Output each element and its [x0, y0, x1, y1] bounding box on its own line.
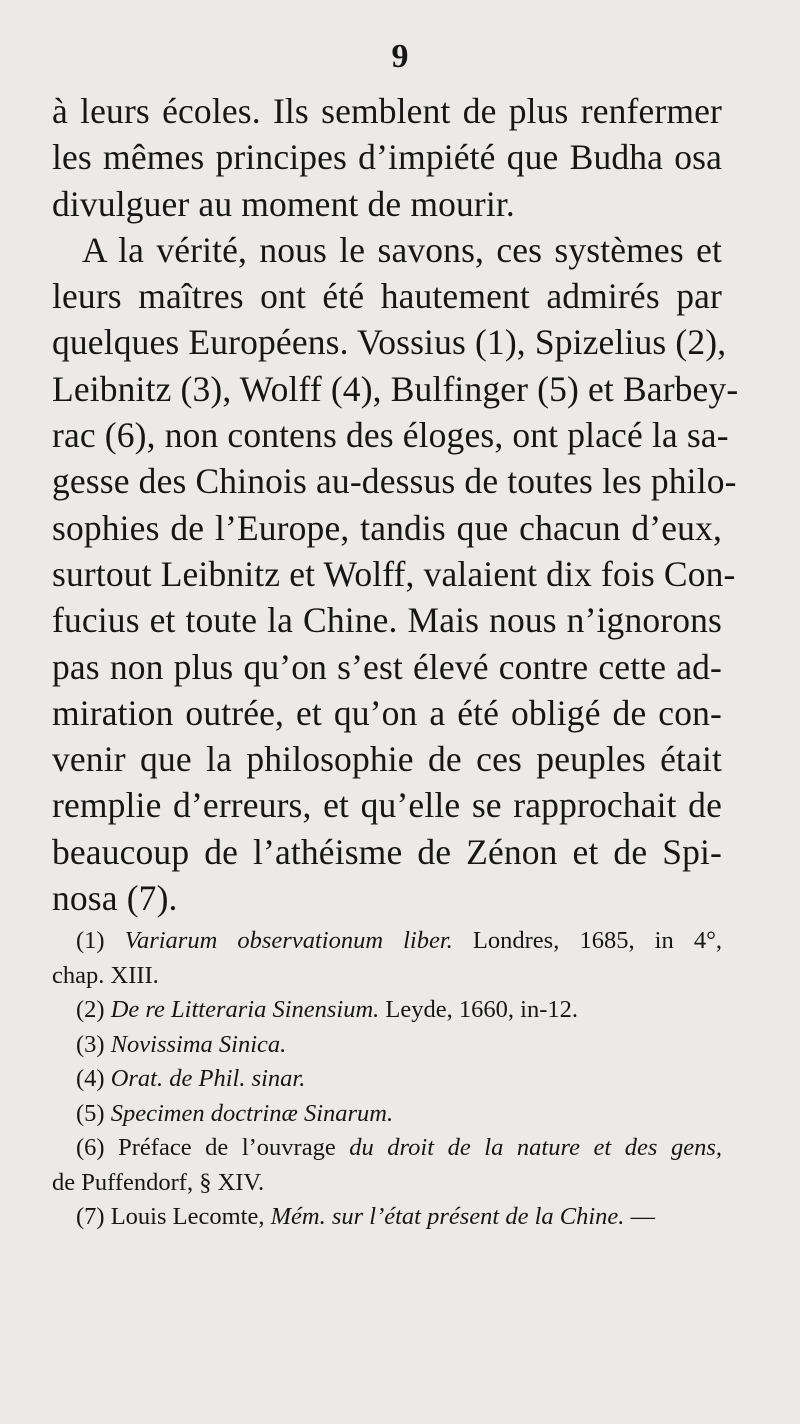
footnote-2 [52, 993, 722, 1028]
text-line: leurs maîtres ont été hautement admirés par [52, 276, 722, 317]
footnote-number: (4) [76, 1065, 105, 1092]
text-line: divulguer au moment de mourir. [52, 183, 515, 224]
footnote-number: (7) [76, 1203, 105, 1230]
footnote-1 [52, 924, 722, 959]
text-line: les mêmes principes d’impiété que Budha osa [52, 137, 722, 178]
footnotes [52, 924, 722, 1235]
footnote-1-continuation: chap. XIII. [52, 961, 159, 989]
footnote-text: Louis Lecomte, [110, 1203, 271, 1230]
footnote-title: Variarum observationum liber. [124, 927, 453, 954]
text-line: quelques Européens. Vossius (1), Spizelius (2), [52, 322, 727, 363]
footnote-6-continuation: de Puffendorf, § XIV. [52, 1168, 265, 1196]
text-line: Leibnitz (3), Wolff (4), Bulfinger (5) et Barbey- [52, 368, 739, 409]
footnote-number: (2) [76, 996, 105, 1023]
text-line: surtout Leibnitz et Wolff, valaient dix fois Con- [52, 553, 736, 594]
text-line: pas non plus qu’on s’est élevé contre cette ad- [52, 646, 722, 687]
footnote-5 [52, 1097, 722, 1132]
footnote-title: Mém. sur l’état présent de la Chine. [270, 1203, 625, 1230]
footnote-text: Préface de l’ouvrage [118, 1134, 350, 1161]
footnote-text: — [624, 1203, 656, 1230]
text-line: remplie d’erreurs, et qu’elle se rapprochait de [52, 785, 722, 826]
footnote-title: Specimen doctrinæ Sinarum. [110, 1099, 394, 1127]
footnote-number: (3) [76, 1030, 105, 1058]
footnote-number: (5) [76, 1099, 105, 1127]
text-line: rac (6), non contens des éloges, ont placé la sa- [52, 415, 729, 456]
text-line: A la vérité, nous le savons, ces systèmes et [82, 229, 722, 270]
footnote-title: du droit de la nature et des gens, [349, 1134, 722, 1161]
text-line: beaucoup de l’athéisme de Zénon et de Spi- [52, 831, 722, 872]
text-line: venir que la philosophie de ces peuples était [52, 739, 722, 780]
footnote-6 [52, 1131, 722, 1166]
text-line: miration outrée, et qu’on a été obligé de con- [52, 692, 722, 733]
footnote-title: Novissima Sinica. [110, 1030, 287, 1058]
text-line: nosa (7). [52, 878, 178, 919]
footnote-title: De re Litteraria Sinensium. [110, 996, 380, 1023]
footnote-4 [52, 1062, 722, 1097]
text-line: sophies de l’Europe, tandis que chacun d’eux, [52, 507, 722, 548]
footnote-3 [52, 1028, 722, 1063]
footnote-title: Orat. de Phil. sinar. [110, 1065, 306, 1092]
text-line: à leurs écoles. Ils semblent de plus renfermer [52, 91, 722, 131]
footnote-text: Leyde, 1660, in-12. [379, 996, 578, 1023]
text-line: fucius et toute la Chine. Mais nous n’ignorons [52, 600, 722, 641]
page-number: 9 [391, 38, 409, 75]
footnote-text: Londres, 1685, in 4°, [452, 927, 723, 954]
footnote-number: (6) [76, 1134, 105, 1161]
main-text [52, 88, 739, 921]
footnote-number: (1) [76, 927, 105, 954]
footnote-7 [52, 1200, 722, 1235]
text-line: gesse des Chinois au-dessus de toutes les philo- [52, 461, 737, 502]
